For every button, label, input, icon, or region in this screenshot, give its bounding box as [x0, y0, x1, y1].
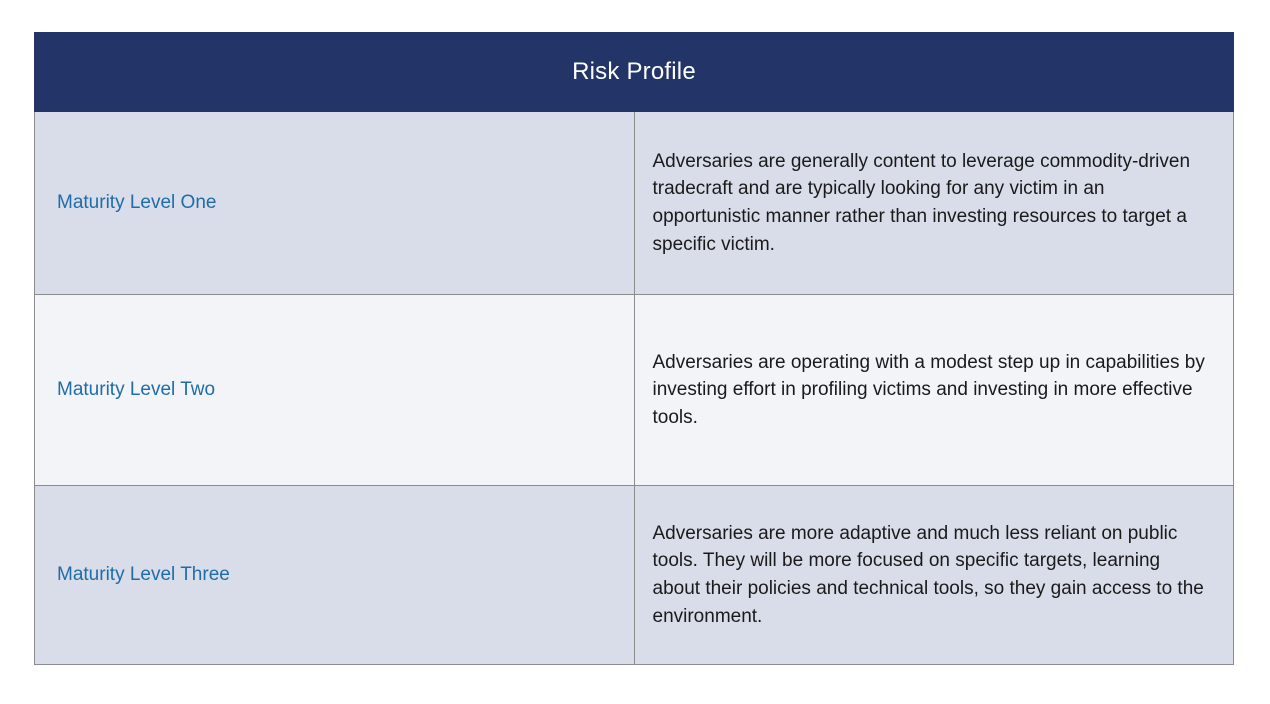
- maturity-level-description: [634, 112, 1234, 295]
- table-row: [35, 112, 1234, 295]
- risk-profile-table-container: [34, 32, 1234, 665]
- description-text: Adversaries are operating with a modest step up in capabilities by investing effort in profiling victims and investing in more effective tools.: [652, 351, 1205, 428]
- maturity-level-label: Maturity Level Two: [35, 295, 635, 486]
- description-text: Adversaries are generally content to leverage commodity-driven tradecraft and are typically looking for any victim in an opportunistic manner rather than investing resources to target a specific victim.: [652, 150, 1191, 255]
- table-row: [35, 486, 1234, 665]
- risk-profile-table: [34, 32, 1234, 665]
- table-header-title: Risk Profile: [35, 33, 1234, 112]
- table-header-row: [35, 33, 1234, 112]
- maturity-level-label: Maturity Level One: [35, 112, 635, 295]
- table-row: [35, 295, 1234, 486]
- maturity-level-description: [634, 486, 1234, 665]
- description-text: Adversaries are more adaptive and much less reliant on public tools. They will be more focused on specific targets, learning about their policies and technical tools, so they gain access to the environment.: [652, 522, 1204, 627]
- maturity-level-label: Maturity Level Three: [35, 486, 635, 665]
- maturity-level-description: [634, 295, 1234, 486]
